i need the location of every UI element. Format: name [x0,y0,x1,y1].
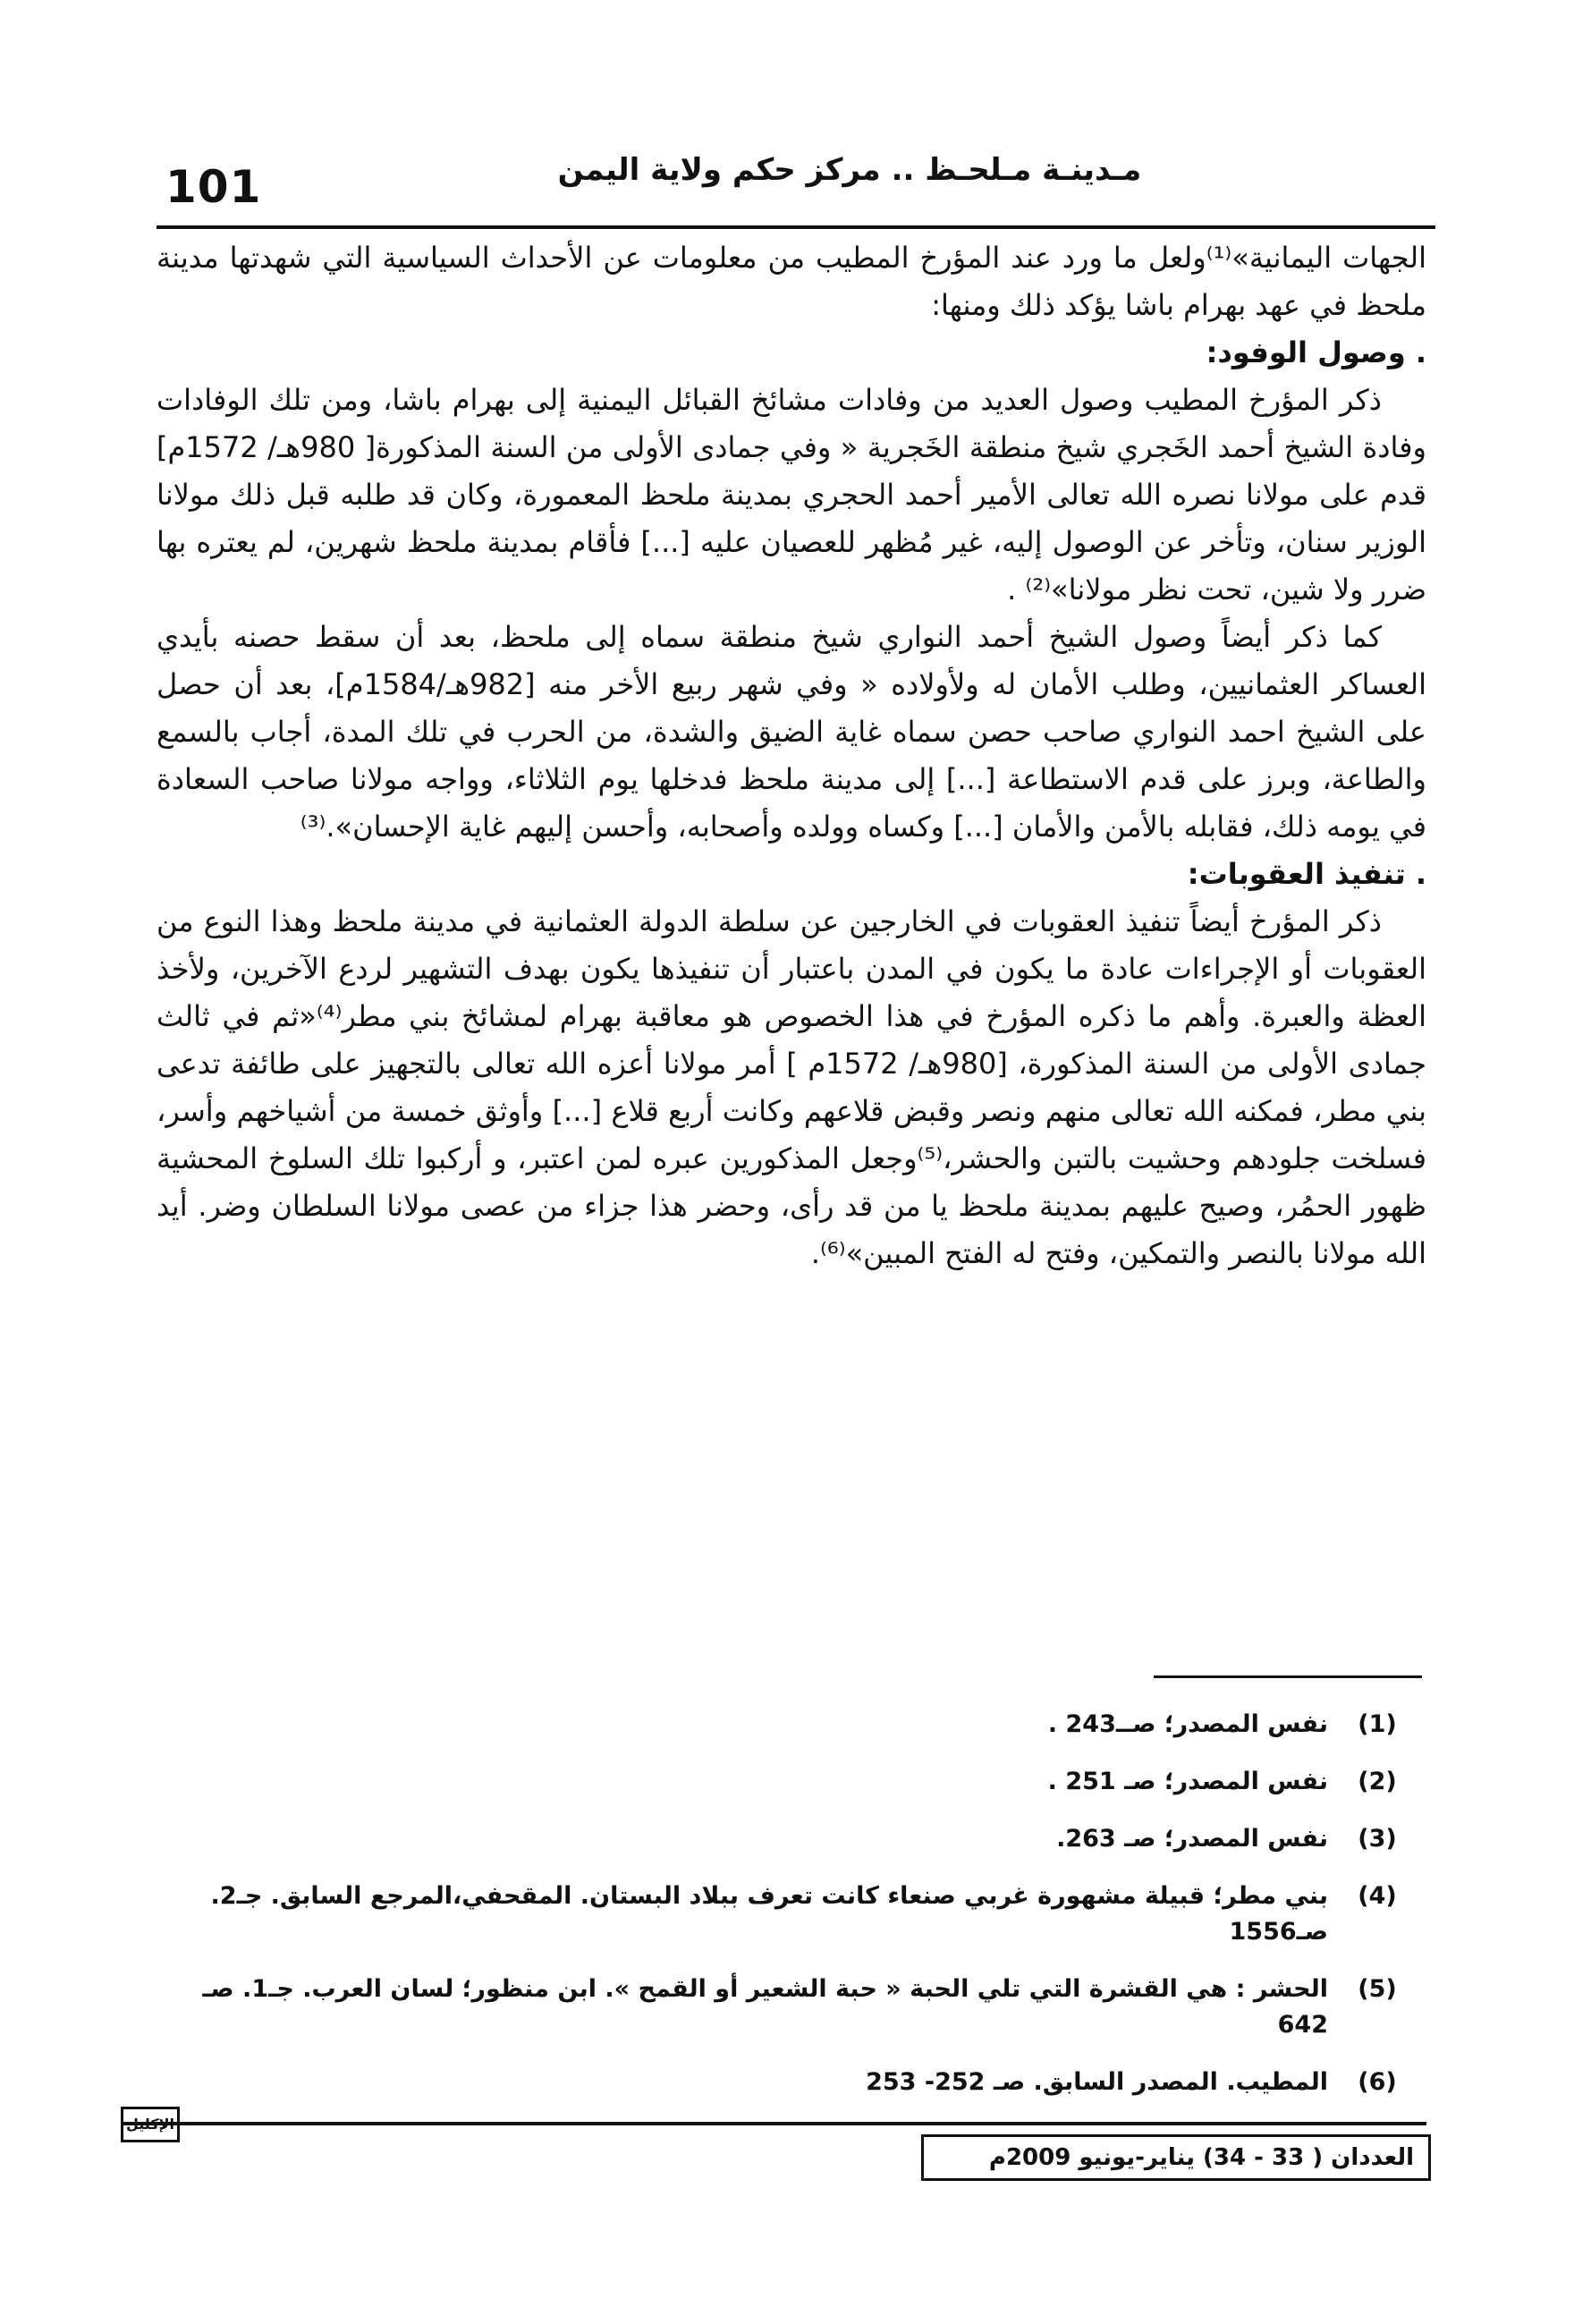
paragraph-3: كما ذكر أيضاً وصول الشيخ أحمد النواري شيخ منطقة سماه إلى ملحظ، بعد أن سقط حصنه بأيدي العساكر العثمانيين، وطلب الأمان له ولأولاده « وفي شهر ربيع الأخر منه [982هـ/1584م]، بعد أن حصل على الشيخ احمد النواري صاحب حصن سماه غاية الضيق والشدة، من الحرب في تلك المدة، أجاب بالسمع والطاعة، وبرز على قدم الاستطاعة [...] إلى مدينة ملحظ فدخلها يوم الثلاثاء، وواجه مولانا صاحب السعادة في يومه ذلك، فقابله بالأمن والأمان [...] وكساه وولده وأصحابه، وأحسن إليهم غاية الإحسان».⁽³⁾ [157,620,1427,844]
paragraph-4: ذكر المؤرخ أيضاً تنفيذ العقوبات في الخارجين عن سلطة الدولة العثمانية في مدينة ملحظ وهذا النوع من العقوبات أو الإجراءات عادة ما يكون في المدن باعتبار أن تنفيذها يكون بهدف التشهير لردع الآخرين، ولأخذ العظة والعبرة. وأهم ما ذكره المؤرخ في هذا الخصوص هو معاقبة بهرام لمشائخ بني مطر⁽⁴⁾«ثم في ثالث جمادى الأولى من السنة المذكورة، [980هـ/ 1572م ] أمر مولانا أعزه الله تعالى بالتجهيز على طائفة تدعى بني مطر، فمكنه الله تعالى منهم ونصر وقبض قلاعهم وكانت أربع قلاع [...] وأوثق خمسة من أشياخهم وأسر، فسلخت جلودهم وحشيت بالتبن والحشر،⁽⁵⁾وجعل المذكورين عبره لمن اعتبر، و أركبوا تلك السلوخ المحشية ظهور الحمُر، وصيح عليهم بمدينة ملحظ يا من قد رأى، وحضر هذا جزاء من عصى مولانا السلطان وضر. أيد الله مولانا بالنصر والتمكين، وفتح له الفتح المبين»⁽⁶⁾. [157,904,1427,1270]
footnote-5 [157,1972,1426,2043]
footnote-1 [157,1707,1426,1743]
paragraph-1: الجهات اليمانية»⁽¹⁾ولعل ما ورد عند المؤرخ المطيب من معلومات عن الأحداث السياسية التي شهدتها مدينة ملحظ في عهد بهرام باشا يؤكد ذلك ومنها: [157,241,1427,322]
footnote-number: (3) [1358,1825,1397,1853]
footnote-number: (6) [1358,2068,1397,2096]
footnote-number: (2) [1358,1768,1397,1795]
issue-label: العددان ( 33 - 34) يناير-يونيو 2009م [921,2134,1431,2181]
footnotes [157,1707,1426,2122]
footnote-text: المطيب. المصدر السابق. صـ 252- 253 [866,2068,1328,2096]
header-rule [157,225,1435,229]
footnote-6 [157,2065,1426,2100]
running-title: مـدينـة مـلحـظ .. مركز حكم ولاية اليمن [557,152,1142,188]
footnote-number: (4) [1358,1882,1397,1910]
section-heading-delegations: . وصول الوفود: [1206,335,1426,369]
footer-rule [121,2122,1426,2125]
footnote-text: نفس المصدر؛ صــ243 . [1047,1710,1328,1738]
section-heading-punishments: . تنفيذ العقوبات: [1187,857,1426,891]
footnote-text: بني مطر؛ قبيلة مشهورة غربي صنعاء كانت تعرف ببلاد البستان. المقحفي،المرجع السابق. جـ2. صـ1556 [210,1882,1328,1946]
footnote-number: (1) [1358,1710,1397,1738]
body-text [157,234,1426,1277]
footnote-number: (5) [1358,1975,1397,2003]
footnote-2 [157,1764,1426,1800]
footnote-text: الحشر : هي القشرة التي تلي الحبة « حبة الشعير أو القمح ». ابن منظور؛ لسان العرب. جـ1. صـ 642 [202,1975,1328,2039]
footnote-text: نفس المصدر؛ صـ 263. [1056,1825,1328,1853]
footnote-3 [157,1821,1426,1857]
footnote-4 [157,1879,1426,1950]
footnote-rule [1154,1675,1422,1678]
journal-logo: الإكليل [121,2107,180,2142]
page-number: 101 [165,161,262,213]
paragraph-2: ذكر المؤرخ المطيب وصول العديد من وفادات مشائخ القبائل اليمنية إلى بهرام باشا، ومن تلك الوفادات وفادة الشيخ أحمد الخَجري شيخ منطقة الخَجرية « وفي جمادى الأولى من السنة المذكورة[ 980هـ/ 1572م] قدم على مولانا نصره الله تعالى الأمير أحمد الحجري بمدينة ملحظ المعمورة، وكان قد طلبه قبل ذلك مولانا الوزير سنان، وتأخر عن الوصول إليه، غير مُظهر للعصيان عليه [...] فأقام بمدينة ملحظ شهرين، لم يعتره بها ضرر ولا شين، تحت نظر مولانا»⁽²⁾ . [157,383,1427,606]
footnote-text: نفس المصدر؛ صـ 251 . [1047,1768,1328,1795]
